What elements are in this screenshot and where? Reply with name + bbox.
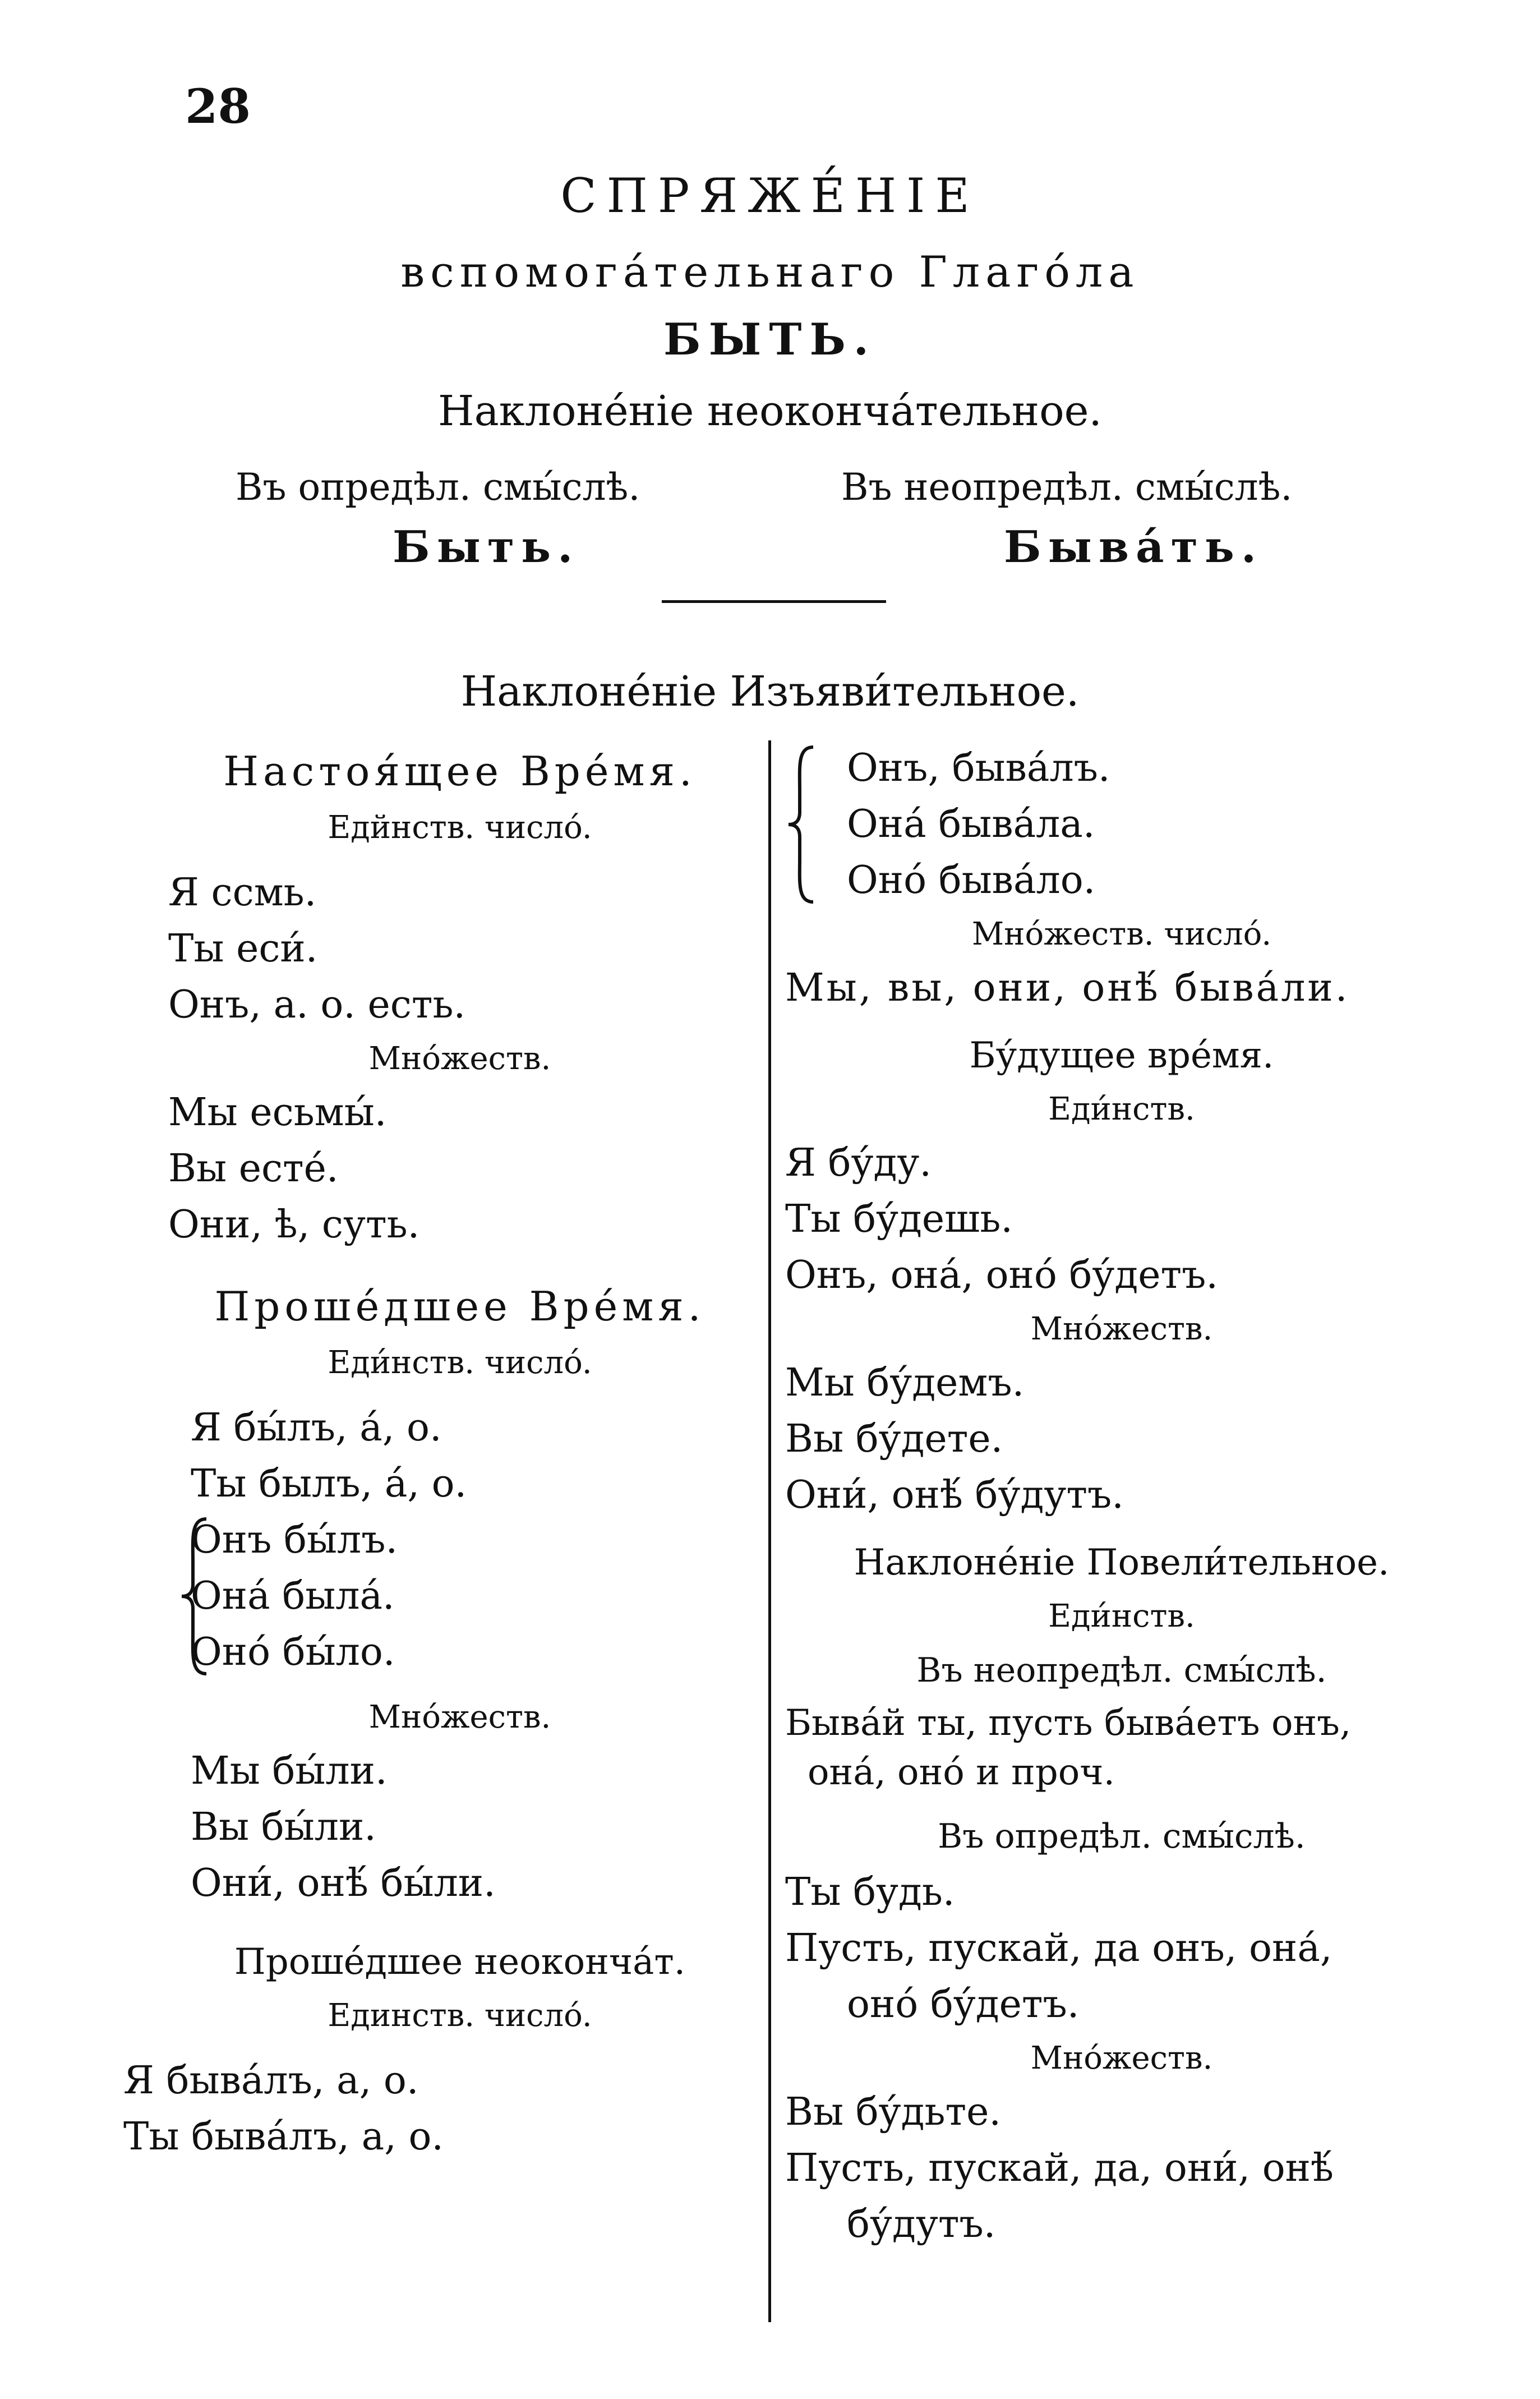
infinitive-right-form: Быва́ть. [1004, 522, 1264, 573]
conjugation-line: Я бы́лъ, а́, о. [191, 1406, 442, 1450]
conjugation-line: бу́дутъ. [847, 2202, 996, 2246]
present-plural-label: Мнóжеств. [368, 1040, 551, 1077]
imperfect-heading: Проше́дшее неоконча́т. [234, 1941, 686, 1983]
conjugation-line: Оно́ быва́ло. [847, 858, 1096, 902]
braced-group [785, 740, 1458, 909]
conjugation-line: Быва́й ты, пусть быва́етъ онъ, [785, 1702, 1352, 1744]
conjugation-line: Онъ, быва́лъ. [847, 746, 1110, 790]
conjugation-line: Пусть, пускай, да, они́, онѣ́ [785, 2146, 1334, 2190]
conjugation-line: Я быва́лъ, а, о. [123, 2059, 419, 2103]
present-tense-heading: Настоя́щее Вре́мя. [223, 748, 697, 795]
column-divider [768, 740, 771, 2322]
past-tense-heading: Проше́дшее Вре́мя. [214, 1283, 706, 1330]
conjugation-line: Онъ бы́лъ. [191, 1518, 398, 1562]
imperfect-plural-label: Мнóжеств. числó. [971, 916, 1272, 952]
imperative-singular-label: Еди́нств. [1048, 1598, 1195, 1634]
conjugation-line: Вы есте́. [168, 1146, 339, 1191]
conjugation-line: Они́, онѣ́ бу́дутъ. [785, 1473, 1124, 1517]
braced-group [168, 1512, 751, 1680]
past-plural-label: Мнóжеств. [368, 1699, 551, 1735]
conjugation-line: Я бу́ду. [785, 1141, 932, 1185]
page-subtitle: вспомога́тельнаго Глаго́ла [400, 247, 1140, 297]
right-column [785, 740, 1458, 2253]
conjugation-line: Оно́ бы́ло. [191, 1630, 395, 1674]
conjugation-line: Вы бы́ли. [191, 1805, 376, 1849]
conjugation-line: Она́ была́. [191, 1574, 395, 1618]
conjugation-line: Ты бу́дешь. [785, 1197, 1013, 1241]
infinitive-right-label: Въ неопредѣл. смы́слѣ. [841, 466, 1293, 509]
conjugation-line: она́, оно́ и проч. [808, 1752, 1115, 1793]
infinitive-left-label: Въ опредѣл. смы́слѣ. [236, 466, 640, 509]
imperative-def-label: Въ опредѣл. смы́слѣ. [938, 1817, 1306, 1856]
future-tense-heading: Бу́дущее вре́мя. [969, 1035, 1274, 1076]
infinitive-heading: Наклоне́ніе неоконча́тельное. [438, 387, 1102, 435]
conjugation-line: Ты будь. [785, 1870, 955, 1914]
conjugation-line: Они́, онѣ́ бы́ли. [191, 1861, 496, 1905]
conjugation-line: Вы бу́дьте. [785, 2090, 1002, 2134]
section-divider [662, 600, 886, 603]
indicative-heading: Наклоне́ніе Изъяви́тельное. [460, 667, 1080, 716]
conjugation-line: оно́ бу́детъ. [847, 1982, 1080, 2027]
conjugation-line: Ты былъ, а́, о. [191, 1462, 467, 1506]
verb-heading: БЫТЬ. [663, 314, 877, 365]
conjugation-line: Ты быва́лъ, а, о. [123, 2115, 444, 2159]
conjugation-line: Онъ, она́, оно́ бу́детъ. [785, 1253, 1218, 1297]
conjugation-line: Онъ, а. о. есть. [168, 983, 466, 1027]
future-singular-label: Еди́нств. [1048, 1091, 1195, 1127]
present-singular-label: Едйнств. числó. [328, 809, 592, 846]
imperative-heading: Наклоне́ніе Повели́тельное. [854, 1542, 1390, 1583]
imperative-plural-label: Мнóжеств. [1030, 2040, 1213, 2076]
conjugation-line: Вы бу́дете. [785, 1417, 1003, 1461]
conjugation-line: Ты еси́. [168, 927, 318, 971]
past-singular-label: Еди́нств. числó. [328, 1344, 592, 1381]
imperative-indef-label: Въ неопредѣл. смы́слѣ. [916, 1651, 1327, 1690]
left-column [123, 740, 751, 2165]
conjugation-line: Она́ быва́ла. [847, 802, 1095, 846]
conjugation-line: Мы есьмы́. [168, 1090, 387, 1135]
conjugation-line: Мы бу́демъ. [785, 1361, 1025, 1405]
conjugation-line: Они, ѣ, суть. [168, 1203, 420, 1247]
infinitive-left-form: Быть. [393, 522, 580, 573]
conjugation-line: Пусть, пускай, да онъ, она́, [785, 1926, 1332, 1970]
conjugation-line: Мы бы́ли. [191, 1749, 388, 1793]
curly-brace-icon [785, 745, 819, 904]
page-number: 28 [185, 79, 251, 134]
conjugation-line: Я ссмь. [168, 871, 317, 915]
future-plural-label: Мнóжеств. [1030, 1311, 1213, 1347]
page-title: СПРЯЖЕ́НІЕ [560, 168, 980, 223]
curly-brace-icon [178, 1517, 212, 1676]
imperfect-singular-label: Единств. числó. [328, 1997, 592, 2034]
conjugation-line: Мы, вы, они, онѣ́ быва́ли. [785, 966, 1350, 1010]
